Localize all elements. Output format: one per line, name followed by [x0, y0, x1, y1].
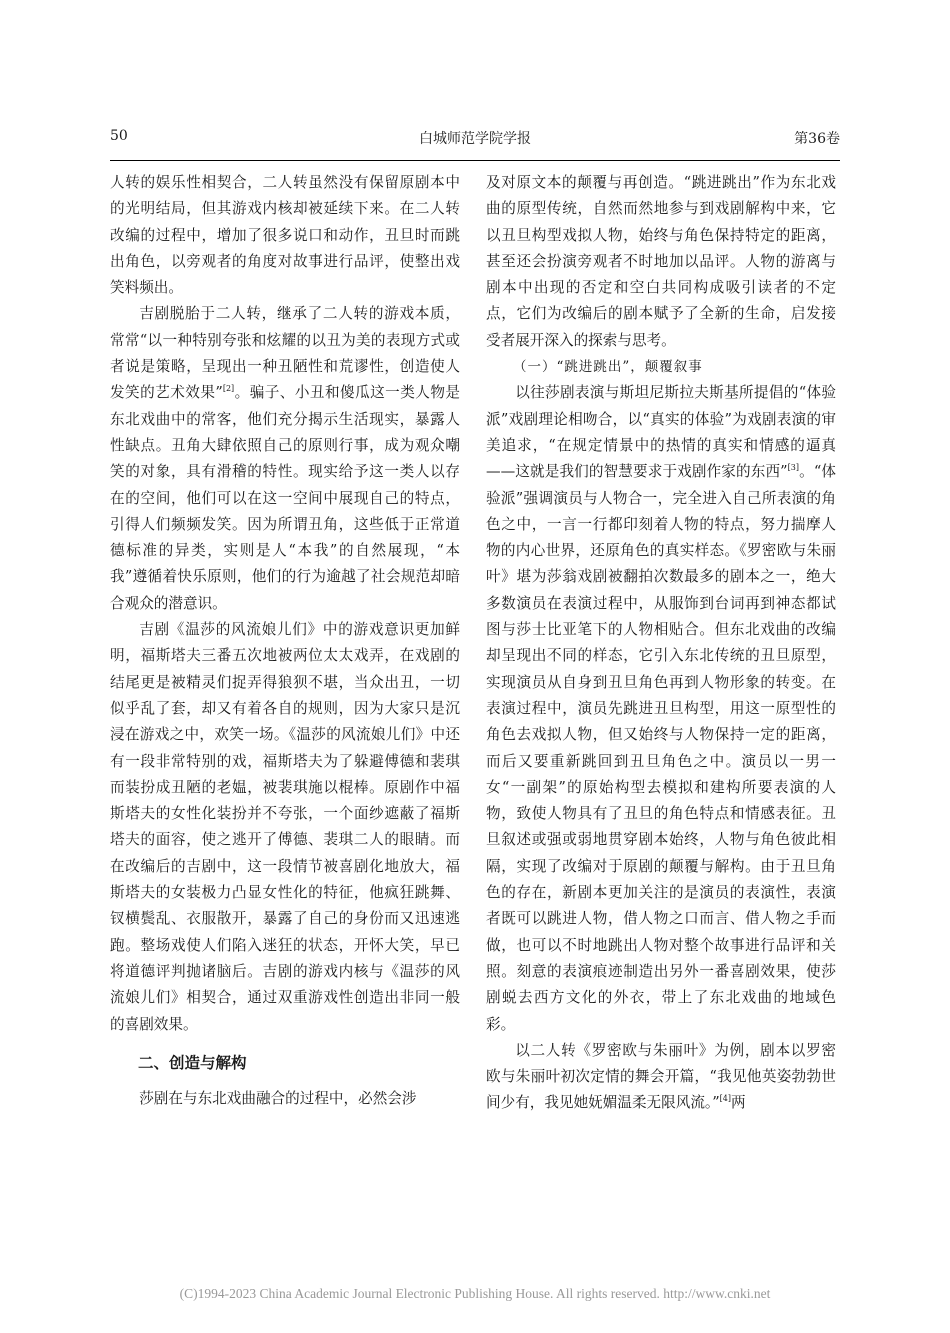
paragraph: 及对原文本的颠覆与再创造。“跳进跳出”作为东北戏曲的原型传统，自然而然地参与到戏剧解构中来，它以丑旦构型戏拟人物，始终与角色保持特定的距离，甚至还会扮演旁观者不时地加以品评。人物的游离与剧本中出现的否定和空白共同构成吸引读者的不定点，它们为改编后的剧本赋予了全新的生命，启发接受者展开深入的探索与思考。	[486, 174, 836, 349]
paragraph-text: 。骗子、小丑和傻瓜这一类人物是东北戏曲中的常客，他们充分揭示生活现实，暴露人性缺点。丑角大肆依照自己的原则行事，成为观众嘲笑的对象，具有滑稽的特性。现实给予这一类人以存在的空间，他们可以在这一空间中展现自己的特点，引得人们频频发笑。因为所谓丑角，这些低于正常道德标准的异类，实则是人“本我”的自然展现，“本我”遵循着快乐原则，他们的行为逾越了社会规范却暗合观众的潜意识。	[110, 384, 460, 612]
journal-title: 白城师范学院学报	[419, 131, 531, 147]
subsection-heading: （一）“跳进跳出”，颠覆叙事	[513, 359, 703, 376]
paragraph: 人转的娱乐性相契合，二人转虽然没有保留原剧本中的光明结局，但其游戏内核却被延续下来。在二人转改编的过程中，增加了很多说口和动作，丑旦时而跳出角色，以旁观者的角度对故事进行品评，使整出戏笑料频出。	[110, 174, 460, 297]
page-number: 50	[110, 128, 128, 144]
citation-ref: [4]	[719, 1094, 732, 1104]
paragraph-text: 以往莎剧表演与斯坦尼斯拉夫斯基所提倡的“体验派”戏剧理论相吻合，以“真实的体验”为戏剧表演的审美追求，“在规定情景中的热情的真实和情感的逼真——这就是我们的智慧要求于戏剧作家的东西”	[486, 384, 836, 481]
right-column	[486, 170, 836, 1117]
header-rule	[110, 160, 840, 161]
copyright-footer: (C)1994-2023 China Academic Journal Electronic Publishing House. All rights reserved. http://www.cnki.net	[179, 1286, 771, 1301]
paragraph	[486, 1038, 836, 1117]
citation-ref: [2]	[222, 384, 235, 394]
citation-ref: [3]	[787, 463, 799, 473]
section-heading: 二、创造与解构	[138, 1053, 247, 1072]
volume-label: 第36卷	[794, 131, 840, 147]
paragraph-text: 吉剧脱胎于二人转，继承了二人转的游戏本质，常常“以一种特别夸张和炫耀的以丑为美的表现方式或者说是策略，呈现出一种丑陋性和荒谬性，创造使人发笑的艺术效果”	[110, 305, 460, 402]
paragraph	[486, 380, 836, 1037]
paragraph: 吉剧《温莎的风流娘儿们》中的游戏意识更加鲜明，福斯塔夫三番五次地被两位太太戏弄，在戏剧的结尾更是被精灵们捉弄得狼狈不堪，当众出丑，一切似乎乱了套，却又有着各自的规则，因为大家只是沉浸在游戏之中，欢笑一场。《温莎的风流娘儿们》中还有一段非常特别的戏，福斯塔夫为了躲避傅德和裴琪而装扮成丑陋的老媪，被裴琪施以棍棒。原剧作中福斯塔夫的女性化装扮并不夸张，一个面纱遮蔽了福斯塔夫的面容，使之逃开了傅德、裴琪二人的眼睛。而在改编后的吉剧中，这一段情节被喜剧化地放大，福斯塔夫的女装极力凸显女性化的特征，他疯狂跳舞、钗横鬓乱、衣服散开，暴露了自己的身份而又迅速逃跑。整场戏使人们陷入迷狂的状态，开怀大笑，早已将道德评判抛诸脑后。吉剧的游戏内核与《温莎的风流娘儿们》相契合，通过双重游戏性创造出非同一般的喜剧效果。	[110, 621, 460, 1033]
page-header	[110, 128, 840, 158]
paragraph-text: 以二人转《罗密欧与朱丽叶》为例，剧本以罗密欧与朱丽叶初次定情的舞会开篇，“我见他英姿勃勃世间少有，我见她妩媚温柔无限风流。”	[486, 1041, 836, 1112]
paragraph-text: 。“体验派”强调演员与人物合一，完全进入自己所表演的角色之中，一言一行都印刻着人物的特点，努力揣摩人物的内心世界，还原角色的真实样态。《罗密欧与朱丽叶》堪为莎翁戏剧被翻拍次数最多的剧本之一，绝大多数演员在表演过程中，从服饰到台词再到神态都试图与莎士比亚笔下的人物相贴合。但东北戏曲的改编却呈现出不同的样态，它引入东北传统的丑旦原型，实现演员从自身到丑旦角色再到人物形象的转变。在表演过程中，演员先跳进丑旦构型，用这一原型性的角色去戏拟人物，但又始终与人物保持一定的距离，而后又要重新跳回到丑旦角色之中。演员以一男一女“一副架”的原始构型去模拟和建构所要表演的人物，致使人物具有了丑旦的角色特点和情感表征。丑旦叙述或强或弱地贯穿剧本始终，人物与角色彼此相隔，实现了改编对于原剧的颠覆与解构。由于丑旦角色的存在，新剧本更加关注的是演员的表演性，表演者既可以跳进人物，借人物之口而言、借人物之手而做，也可以不时地跳出人物对整个故事进行品评和关照。刻意的表演痕迹制造出另外一番喜剧效果，使莎剧蜕去西方文化的外衣，带上了东北戏曲的地域色彩。	[486, 463, 836, 1033]
paragraph: 莎剧在与东北戏曲融合的过程中，必然会涉	[139, 1090, 417, 1108]
paragraph	[110, 301, 460, 617]
paragraph-text: 两	[731, 1094, 746, 1112]
left-column	[110, 170, 460, 1112]
